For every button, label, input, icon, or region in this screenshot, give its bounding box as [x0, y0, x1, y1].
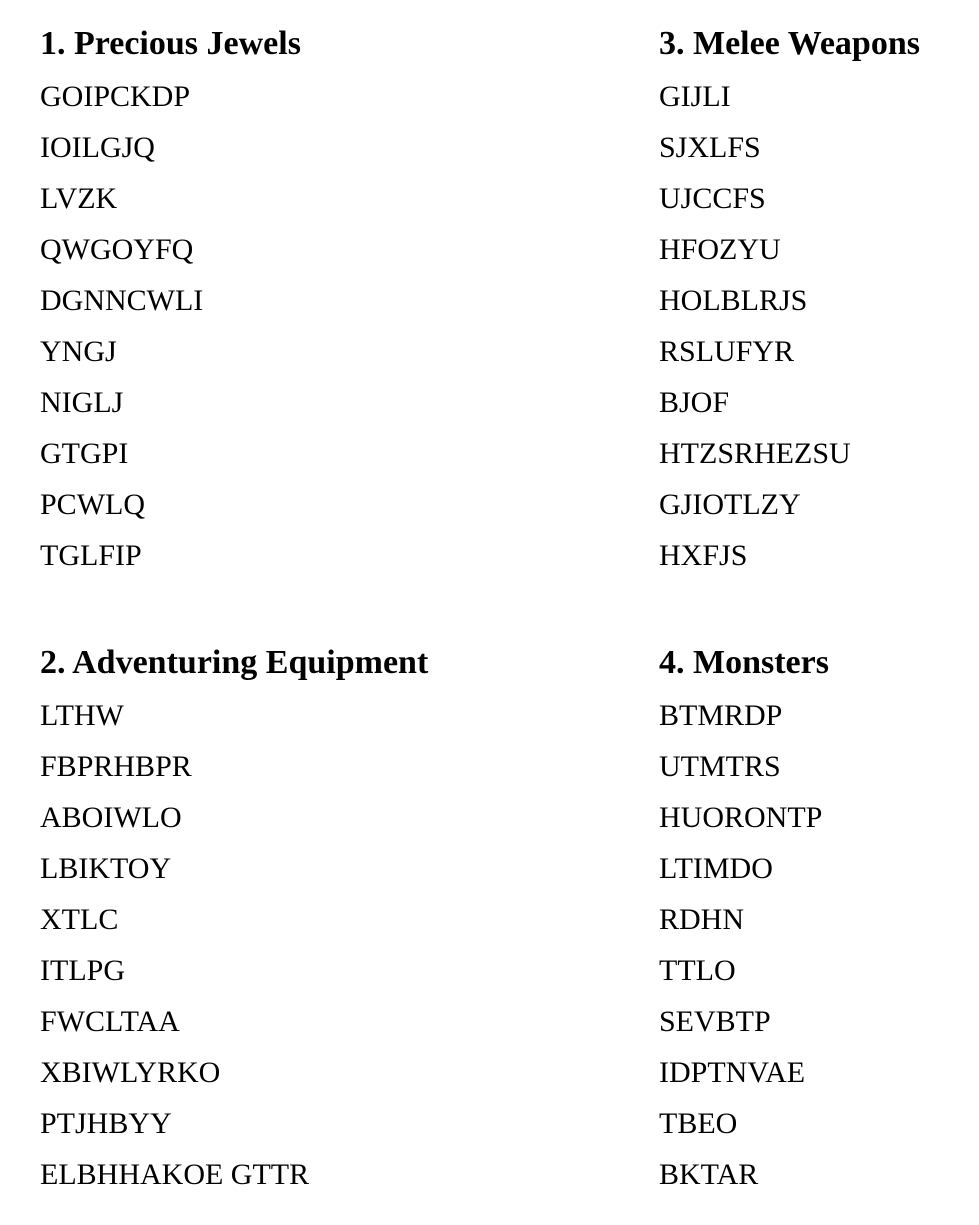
scrambled-word: SEVBTP [659, 1005, 771, 1038]
scrambled-word: TTLO [659, 954, 736, 987]
scrambled-word: NIGLJ [40, 386, 124, 419]
scrambled-word-list [40, 690, 428, 1200]
section-adventuring-equipment [40, 641, 428, 1200]
scrambled-word: IOILGJQ [40, 131, 155, 164]
scrambled-word: HXFJS [659, 539, 748, 572]
scrambled-word: GOIPCKDP [40, 80, 191, 113]
scrambled-word-list [40, 71, 301, 581]
scrambled-word: HTZSRHEZSU [659, 437, 851, 470]
scrambled-word: FBPRHBPR [40, 750, 192, 783]
scrambled-word: PTJHBYY [40, 1107, 172, 1140]
scrambled-word: XBIWLYRKO [40, 1056, 221, 1089]
scrambled-word: TGLFIP [40, 539, 142, 572]
scrambled-word: BTMRDP [659, 699, 783, 732]
scrambled-word: HUORONTP [659, 801, 823, 834]
section-melee-weapons [659, 22, 920, 581]
scrambled-word: DGNNCWLI [40, 284, 204, 317]
section-heading: 4. Monsters [659, 644, 829, 681]
scrambled-word: GTGPI [40, 437, 129, 470]
scrambled-word: XTLC [40, 903, 119, 936]
scrambled-word: BKTAR [659, 1158, 759, 1191]
section-precious-jewels [40, 22, 301, 581]
scrambled-word: HOLBLRJS [659, 284, 808, 317]
scrambled-word-list [659, 71, 920, 581]
scrambled-word: HFOZYU [659, 233, 781, 266]
scrambled-word: ELBHHAKOE GTTR [40, 1158, 310, 1191]
scrambled-word: UTMTRS [659, 750, 781, 783]
scrambled-word: GIJLI [659, 80, 731, 113]
scrambled-word: SJXLFS [659, 131, 761, 164]
scrambled-word: FWCLTAA [40, 1005, 180, 1038]
scrambled-word: LBIKTOY [40, 852, 172, 885]
scrambled-word: PCWLQ [40, 488, 145, 521]
scrambled-word: UJCCFS [659, 182, 766, 215]
scrambled-word: GJIOTLZY [659, 488, 801, 521]
scrambled-word: IDPTNVAE [659, 1056, 806, 1089]
scrambled-word-list [659, 690, 829, 1200]
section-heading: 3. Melee Weapons [659, 25, 920, 62]
scrambled-word: LTHW [40, 699, 124, 732]
scrambled-word: RSLUFYR [659, 335, 795, 368]
section-heading: 2. Adventuring Equipment [40, 644, 429, 681]
section-monsters [659, 641, 829, 1200]
scrambled-word: QWGOYFQ [40, 233, 194, 266]
section-heading: 1. Precious Jewels [40, 25, 301, 62]
scrambled-word: TBEO [659, 1107, 738, 1140]
scrambled-word: RDHN [659, 903, 745, 936]
scrambled-word: ITLPG [40, 954, 125, 987]
scrambled-word: YNGJ [40, 335, 117, 368]
scrambled-word: BJOF [659, 386, 730, 419]
scrambled-word: LVZK [40, 182, 118, 215]
scrambled-word: ABOIWLO [40, 801, 182, 834]
scrambled-word: LTIMDO [659, 852, 773, 885]
